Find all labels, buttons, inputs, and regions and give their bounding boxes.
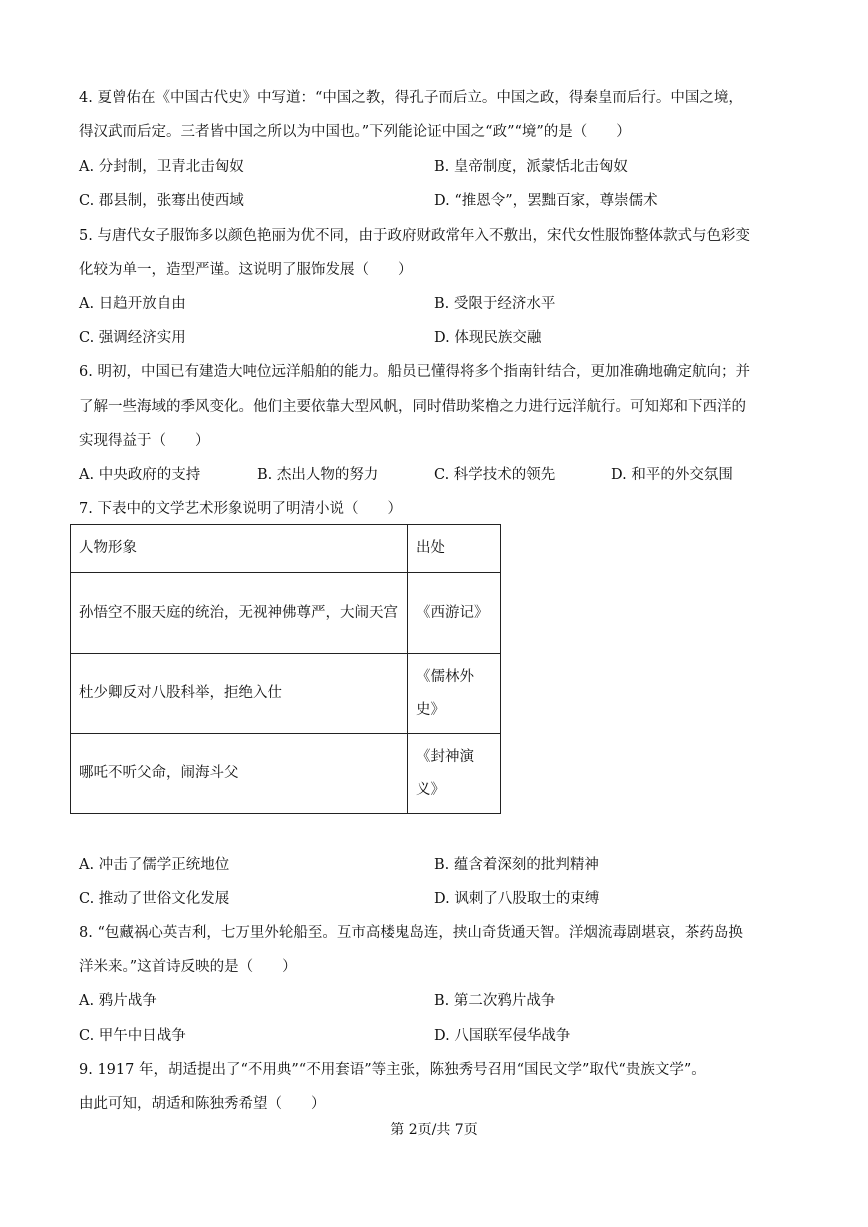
table-row [71, 573, 501, 654]
table-row [71, 734, 501, 814]
table-header-cell: 人物形象 [71, 525, 408, 573]
table-cell: 《封神演义》 [408, 734, 501, 814]
table-row [71, 654, 501, 734]
q7-option-a: A. 冲击了儒学正统地位 [79, 857, 230, 873]
q4-stem-line-2: 得汉武而后定。三者皆中国之所以为中国也。”下列能论证中国之“政”“境”的是（ ） [79, 124, 631, 140]
q8-stem-line-1: 8. “包藏祸心英吉利，七万里外轮船至。互市高楼鬼岛连，挟山奇货通天智。洋烟流毒剧堪哀，茶药岛换 [79, 925, 743, 941]
literature-table [70, 524, 501, 814]
q5-option-c: C. 强调经济实用 [79, 330, 186, 346]
q8-stem-line-2: 洋米来。”这首诗反映的是（ ） [79, 959, 297, 975]
q7-stem-line-1: 7. 下表中的文学艺术形象说明了明清小说（ ） [79, 501, 402, 517]
q6-option-a: A. 中央政府的支持 [79, 467, 201, 483]
q5-option-b: B. 受限于经济水平 [434, 296, 556, 312]
table-header-cell: 出处 [408, 525, 501, 573]
q6-option-c: C. 科学技术的领先 [434, 467, 556, 483]
q6-stem-line-2: 了解一些海域的季风变化。他们主要依靠大型风帆，同时借助桨橹之力进行远洋航行。可知郑和下西洋的 [79, 399, 746, 415]
q5-stem-line-2: 化较为单一，造型严谨。这说明了服饰发展（ ） [79, 262, 413, 278]
table-cell: 孙悟空不服天庭的统治，无视神佛尊严，大闹天宫 [71, 573, 408, 654]
q6-option-b: B. 杰出人物的努力 [257, 467, 379, 483]
q8-option-c: C. 甲午中日战争 [79, 1028, 186, 1044]
q4-option-d: D. “推恩令”，罢黜百家，尊崇儒术 [434, 193, 658, 209]
table-cell: 《西游记》 [408, 573, 501, 654]
page-number: 第 2页/共 7页 [390, 1122, 478, 1138]
q9-stem-line-1: 9. 1917 年，胡适提出了“不用典”“不用套语”等主张，陈独秀号召用“国民文学”取代“贵族文学”。 [79, 1062, 706, 1078]
table-cell: 哪吒不听父命，闹海斗父 [71, 734, 408, 814]
q4-option-a: A. 分封制，卫青北击匈奴 [79, 159, 244, 175]
q9-stem-line-2: 由此可知，胡适和陈独秀希望（ ） [79, 1096, 326, 1112]
q7-option-d: D. 讽刺了八股取士的束缚 [434, 891, 600, 907]
q4-option-b: B. 皇帝制度，派蒙恬北击匈奴 [434, 159, 628, 175]
table-header-row [71, 525, 501, 573]
q8-option-d: D. 八国联军侵华战争 [434, 1028, 571, 1044]
table-cell: 《儒林外史》 [408, 654, 501, 734]
q5-option-a: A. 日趋开放自由 [79, 296, 186, 312]
q4-option-c: C. 郡县制，张骞出使西域 [79, 193, 244, 209]
q4-stem-line-1: 4. 夏曾佑在《中国古代史》中写道：“中国之教，得孔子而后立。中国之政，得秦皇而后行。中国之境， [79, 90, 743, 106]
q5-option-d: D. 体现民族交融 [434, 330, 542, 346]
q5-stem-line-1: 5. 与唐代女子服饰多以颜色艳丽为优不同，由于政府财政常年入不敷出，宋代女性服饰整体款式与色彩变 [79, 228, 750, 244]
q6-stem-line-3: 实现得益于（ ） [79, 433, 210, 449]
q7-option-b: B. 蕴含着深刻的批判精神 [434, 857, 599, 873]
q6-option-d: D. 和平的外交氛围 [611, 467, 733, 483]
q8-option-b: B. 第二次鸦片战争 [434, 993, 556, 1009]
q7-option-c: C. 推动了世俗文化发展 [79, 891, 230, 907]
table-cell: 杜少卿反对八股科举，拒绝入仕 [71, 654, 408, 734]
q6-stem-line-1: 6. 明初，中国已有建造大吨位远洋船舶的能力。船员已懂得将多个指南针结合，更加准确地确定航向；并 [79, 364, 750, 380]
q8-option-a: A. 鸦片战争 [79, 993, 157, 1009]
